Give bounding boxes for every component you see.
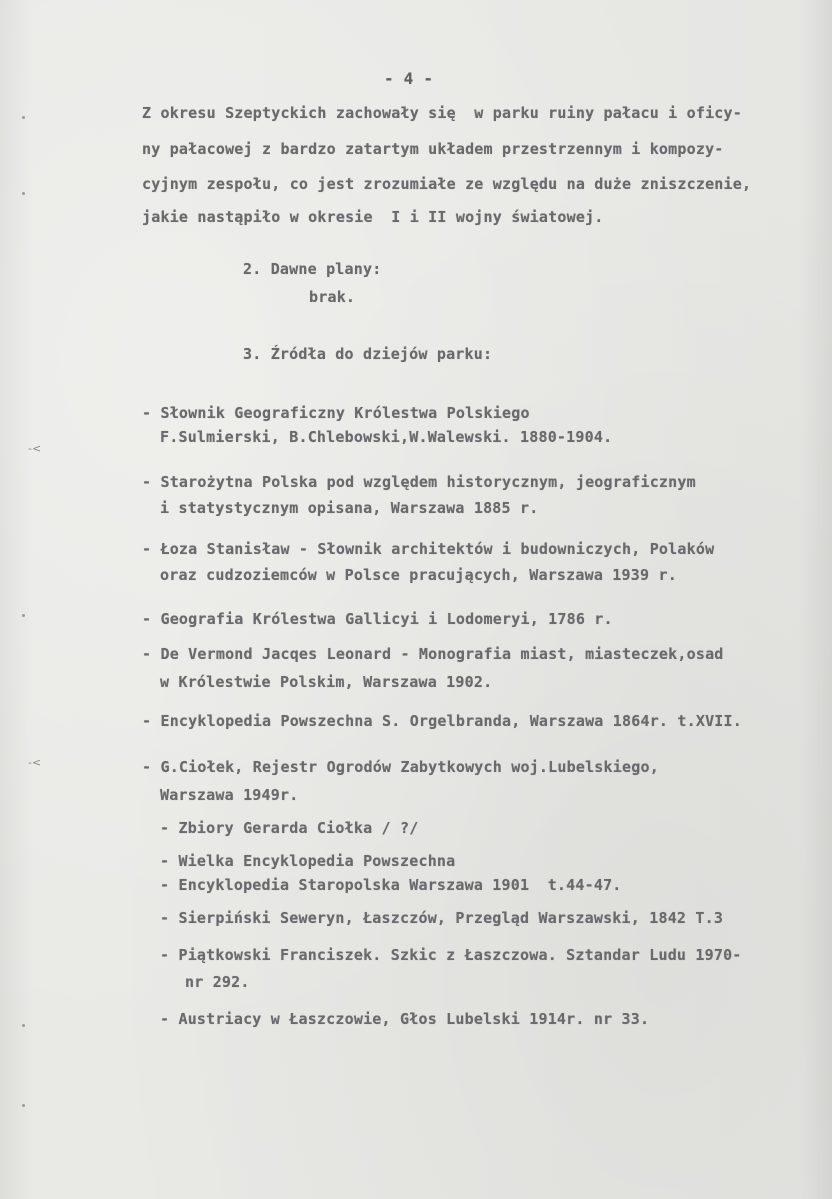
- intro-line-3: cyjnym zespołu, co jest zrozumiałe ze względu na duże zniszczenie,: [142, 175, 752, 193]
- margin-mark: -<: [28, 756, 42, 769]
- source-line: - Słownik Geograficzny Królestwa Polskiego: [142, 404, 530, 422]
- section-2-heading: 2. Dawne plany:: [243, 260, 382, 278]
- source-line: F.Sulmierski, B.Chlebowski,W.Walewski. 1880-1904.: [160, 428, 613, 446]
- punch-dot: [22, 614, 25, 617]
- punch-dot: [22, 192, 25, 195]
- intro-line-4: jakie nastąpiło w okresie I i II wojny światowej.: [142, 208, 604, 226]
- source-line: - Łoza Stanisław - Słownik architektów i budowniczych, Polaków: [142, 540, 715, 558]
- section-2-value: brak.: [309, 288, 356, 306]
- source-line: - De Vermond Jacqes Leonard - Monografia miast, miasteczek,osad: [142, 645, 724, 663]
- source-line: - Encyklopedia Powszechna S. Orgelbranda, Warszawa 1864r. t.XVII.: [142, 712, 742, 730]
- source-line: w Królestwie Polskim, Warszawa 1902.: [160, 673, 493, 691]
- source-line: oraz cudzoziemców w Polsce pracujących, Warszawa 1939 r.: [160, 566, 677, 584]
- intro-line-2: ny pałacowej z bardzo zatartym układem przestrzennym i kompozy-: [142, 140, 724, 158]
- punch-dot: [22, 1024, 25, 1027]
- section-3-heading: 3. Źródła do dziejów parku:: [243, 345, 493, 363]
- source-line: - Starożytna Polska pod względem historycznym, jeograficznym: [142, 473, 696, 491]
- source-line: - Wielka Encyklopedia Powszechna: [160, 852, 456, 870]
- source-line: - Austriacy w Łaszczowie, Głos Lubelski 1914r. nr 33.: [160, 1010, 650, 1028]
- source-line: - Piątkowski Franciszek. Szkic z Łaszczowa. Sztandar Ludu 1970-: [160, 946, 742, 964]
- source-line: - Encyklopedia Staropolska Warszawa 1901 t.44-47.: [160, 876, 622, 894]
- source-line: Warszawa 1949r.: [160, 786, 299, 804]
- source-line: nr 292.: [185, 973, 250, 991]
- punch-dot: [22, 116, 25, 119]
- punch-dot: [22, 1104, 25, 1107]
- margin-mark: -<: [28, 442, 42, 455]
- intro-line-1: Z okresu Szeptyckich zachowały się w parku ruiny pałacu i oficy-: [142, 104, 742, 122]
- source-line: i statystycznym opisana, Warszawa 1885 r.: [160, 499, 539, 517]
- page-number: - 4 -: [384, 69, 434, 88]
- source-line: - Geografia Królestwa Gallicyi i Lodomeryi, 1786 r.: [142, 610, 613, 628]
- source-line: - Zbiory Gerarda Ciołka / ?/: [160, 819, 419, 837]
- source-line: - G.Ciołek, Rejestr Ogrodów Zabytkowych woj.Lubelskiego,: [142, 758, 659, 776]
- source-line: - Sierpiński Seweryn, Łaszczów, Przegląd Warszawski, 1842 T.3: [160, 909, 724, 927]
